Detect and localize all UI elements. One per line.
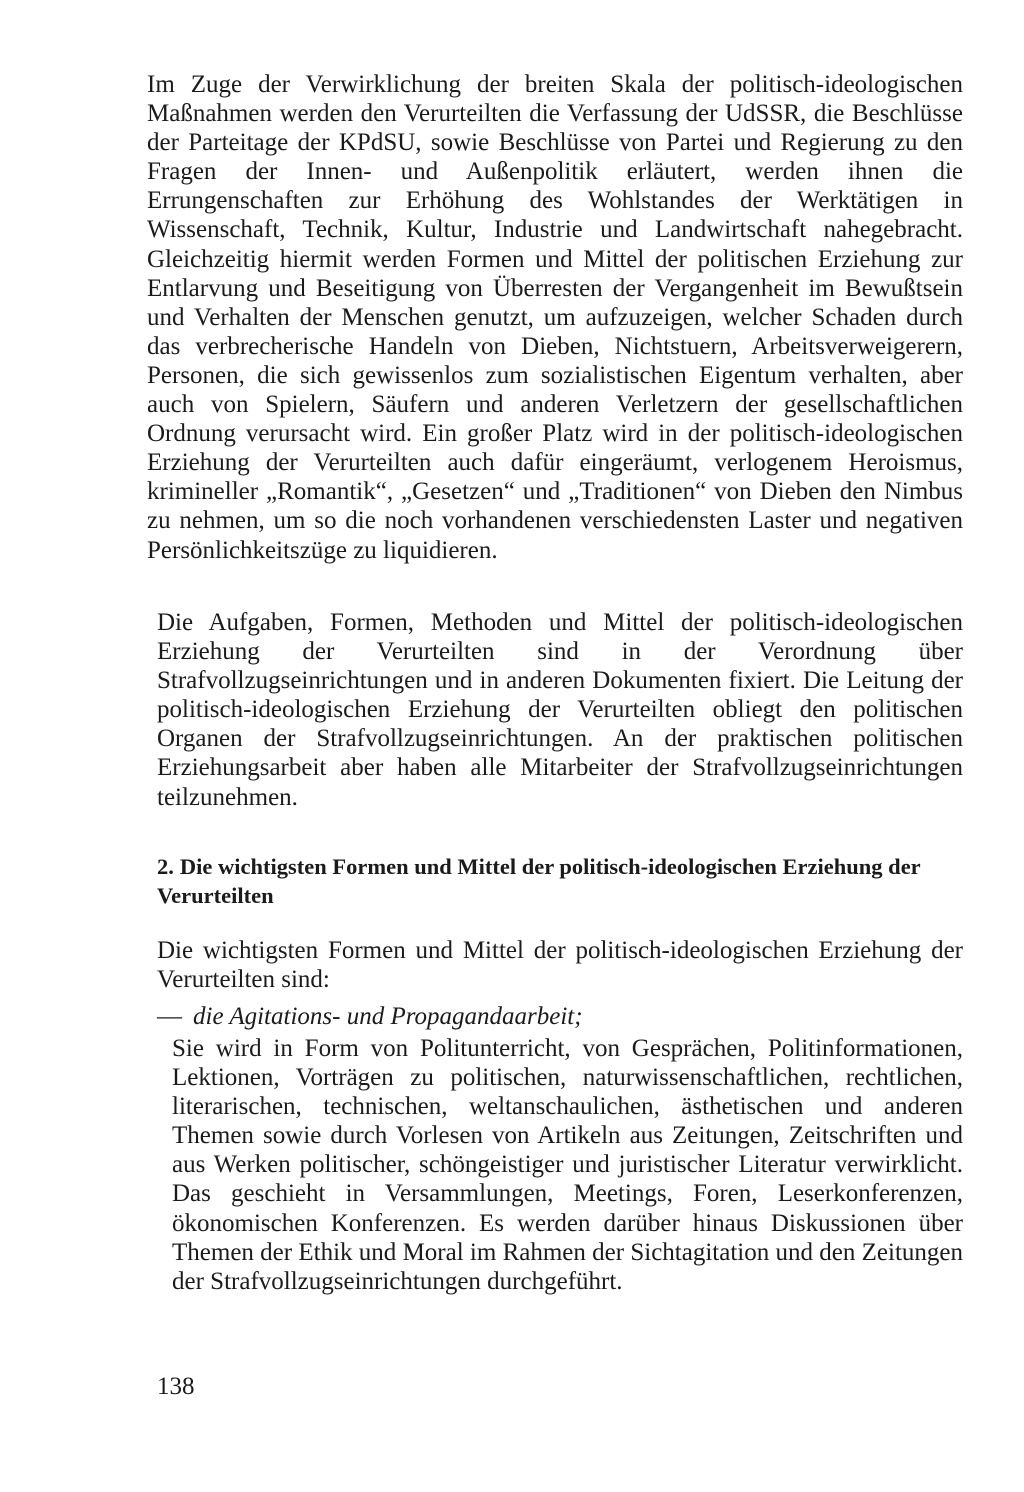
paragraph-list-intro: Die wichtigsten Formen und Mittel der politisch-ideologischen Erziehung der Verurteilten sind: xyxy=(157,937,963,994)
list-item-agitation xyxy=(157,1002,963,1031)
page-number: 138 xyxy=(157,1373,195,1400)
section-number: 2. xyxy=(157,854,174,879)
list-dash: — xyxy=(157,1003,182,1030)
list-item-label: die Agitations- und Propagandaarbeit; xyxy=(193,1003,583,1030)
section-heading xyxy=(157,852,957,910)
paragraph-agitation-body: Sie wird in Form von Politunterricht, von Gesprächen, Politinformationen, Lektionen, Vorträgen zu politischen, naturwissenschaftlichen, rechtlichen, literarischen, technischen, weltanschaulichen, ästhetischen und anderen Themen sowie durch Vorlesen von Artikeln aus Zeitungen, Zeitschriften und aus Werken politischer, schöngeistiger und juristischer Literatur verwirklicht. Das geschieht in Versammlungen, Meetings, Foren, Leserkonferenzen, ökonomischen Konferenzen. Es werden darüber hinaus Diskussionen über Themen der Ethik und Moral im Rahmen der Sichtagitation und den Zeitungen der Strafvollzugseinrichtungen durchgeführt. xyxy=(172,1035,963,1295)
section-title: Die wichtigsten Formen und Mittel der politisch-ideologischen Erziehung der Verurteilten xyxy=(157,854,921,908)
paragraph-tasks: Die Aufgaben, Formen, Methoden und Mittel der politisch-ideologischen Erziehung der Verurteilten sind in der Verordnung über Strafvollzugseinrichtungen und in anderen Dokumenten fixiert. Die Leitung der politisch-ideologischen Erziehung der Verurteilten obliegt den politischen Organen der Strafvollzugseinrichtungen. An der praktischen politischen Erziehungsarbeit aber haben alle Mitarbeiter der Strafvollzugseinrichtungen teilzunehmen. xyxy=(157,609,963,811)
paragraph-intro: Im Zuge der Verwirklichung der breiten Skala der politisch-ideologischen Maßnahmen werden den Verurteilten die Verfassung der UdSSR, die Beschlüsse der Parteitage der KPdSU, sowie Beschlüsse von Partei und Regierung zu den Fragen der Innen- und Außenpolitik erläutert, werden ihnen die Errungenschaften zur Erhöhung des Wohlstandes der Werktätigen in Wissenschaft, Technik, Kultur, Industrie und Landwirtschaft nahegebracht. Gleichzeitig hiermit werden Formen und Mittel der politischen Erziehung zur Entlarvung und Beseitigung von Überresten der Vergangenheit im Bewußtsein und Verhalten der Menschen genutzt, um aufzuzeigen, welcher Schaden durch das verbrecherische Handeln von Dieben, Nichtstuern, Arbeitsverweigerern, Personen, die sich gewissenlos zum sozialistischen Eigentum verhalten, aber auch von Spielern, Säufern und anderen Verletzern der gesellschaftlichen Ordnung verursacht wird. Ein großer Platz wird in der politisch-ideologischen Erziehung der Verurteilten auch dafür eingeräumt, verlogenem Heroismus, krimineller „Romantik“, „Gesetzen“ und „Traditionen“ von Dieben den Nimbus zu nehmen, um so die noch vorhandenen verschiedensten Laster und negativen Persönlichkeitszüge zu liquidieren. xyxy=(147,71,963,564)
